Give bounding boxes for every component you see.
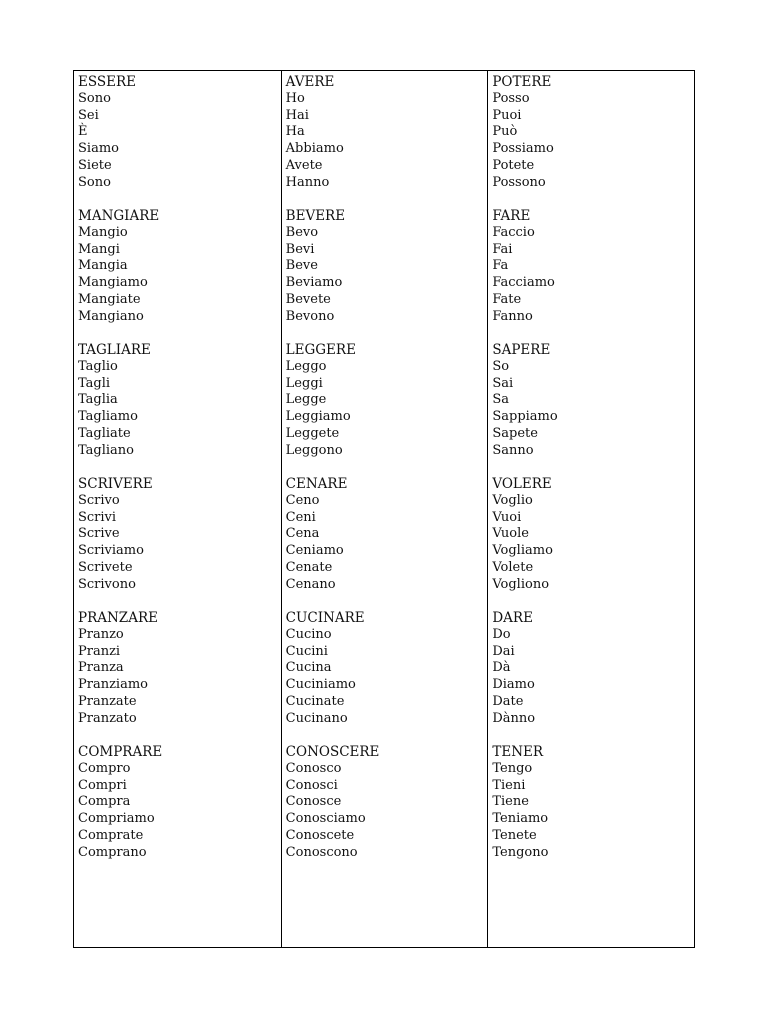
verb-form: Mangiamo	[78, 275, 148, 291]
verb-form: Puoi	[492, 107, 522, 123]
verb-form: Date	[492, 693, 524, 709]
verb-block	[492, 74, 694, 208]
verb-form: Scrivono	[78, 576, 136, 592]
verb-form: Potete	[492, 157, 535, 173]
verb-form: Leggo	[285, 358, 327, 374]
verb-form: Beve	[285, 258, 318, 274]
verb-form: Sei	[78, 107, 99, 123]
verb-form: Tagliamo	[78, 409, 138, 425]
verb-form: Tagliano	[78, 442, 134, 458]
table-column-3	[487, 71, 694, 947]
verb-form: Ceni	[285, 509, 316, 525]
verb-form: Sono	[78, 174, 111, 190]
verb-form: Conosci	[285, 777, 338, 793]
verb-form: Mangi	[78, 241, 120, 257]
verb-form: Mangiate	[78, 291, 141, 307]
verb-block	[492, 476, 694, 610]
verb-infinitive: BEVERE	[285, 208, 346, 224]
verb-form: Volete	[492, 559, 534, 575]
verb-form: Diamo	[492, 677, 535, 693]
verb-form: Scriviamo	[78, 543, 144, 559]
verb-form: Scrivi	[78, 509, 117, 525]
verb-infinitive: COMPRARE	[78, 744, 163, 760]
verb-form: Facciamo	[492, 275, 555, 291]
verb-form: Conosce	[285, 794, 342, 810]
verb-form: Cucina	[285, 660, 332, 676]
verb-form: Taglio	[78, 358, 118, 374]
verb-infinitive: CUCINARE	[285, 610, 365, 626]
verb-form: Comprano	[78, 844, 147, 860]
verb-form: Sappiamo	[492, 409, 558, 425]
verb-infinitive: SAPERE	[492, 342, 551, 358]
verb-block	[78, 74, 281, 208]
verb-form: Leggono	[285, 442, 343, 458]
verb-infinitive: SCRIVERE	[78, 476, 153, 492]
verb-form: Pranza	[78, 660, 124, 676]
verb-form: Fate	[492, 291, 522, 307]
verb-block	[78, 610, 281, 744]
verb-form: Ho	[285, 90, 305, 106]
verb-form: Pranzi	[78, 643, 121, 659]
verb-infinitive: VOLERE	[492, 476, 552, 492]
verb-form: Tiene	[492, 794, 529, 810]
verb-form: Abbiamo	[285, 141, 344, 157]
verb-form: Pranziamo	[78, 677, 148, 693]
verb-form: Fa	[492, 258, 509, 274]
verb-form: Taglia	[78, 392, 118, 408]
verb-form: Scrivo	[78, 492, 120, 508]
verb-infinitive: AVERE	[285, 74, 335, 90]
verb-block	[78, 208, 281, 342]
verb-form: So	[492, 358, 510, 374]
verb-infinitive: CONOSCERE	[285, 744, 380, 760]
verb-form: Compra	[78, 794, 131, 810]
verb-infinitive: CENARE	[285, 476, 348, 492]
verb-form: Compriamo	[78, 811, 155, 827]
table-column-2	[281, 71, 488, 947]
verb-form: Faccio	[492, 224, 535, 240]
verb-block	[492, 610, 694, 744]
verb-form: Leggiamo	[285, 409, 351, 425]
verb-block	[286, 74, 488, 208]
table-column-1	[74, 71, 281, 947]
verb-form: Cena	[285, 526, 320, 542]
verb-form: Mangiano	[78, 308, 144, 324]
verb-form: Tengono	[492, 844, 549, 860]
verb-form: Conosciamo	[285, 811, 366, 827]
verb-form: Bevo	[285, 224, 319, 240]
verb-form: Dànno	[492, 710, 536, 726]
verb-infinitive: TAGLIARE	[78, 342, 151, 358]
verb-form: Cucino	[285, 626, 332, 642]
verb-form: Dà	[492, 660, 511, 676]
verb-form: Do	[492, 626, 511, 642]
verb-form: Hanno	[285, 174, 330, 190]
verb-form: Beviamo	[285, 275, 343, 291]
verb-form: Mangio	[78, 224, 128, 240]
verb-form: Vuole	[492, 526, 529, 542]
verb-form: Compro	[78, 760, 131, 776]
verb-block	[78, 476, 281, 610]
verb-form: Pranzo	[78, 626, 124, 642]
verb-form: Avete	[285, 157, 323, 173]
verb-infinitive: PRANZARE	[78, 610, 158, 626]
verb-form: Comprate	[78, 827, 144, 843]
verb-form: Compri	[78, 777, 127, 793]
verb-form: Scrivete	[78, 559, 133, 575]
verb-block	[286, 342, 488, 476]
verb-form: Possiamo	[492, 141, 554, 157]
verb-form: Tagliate	[78, 425, 131, 441]
verb-form: Cuciniamo	[285, 677, 356, 693]
verb-form: Siamo	[78, 141, 119, 157]
conjugation-table	[73, 70, 695, 948]
verb-form: Mangia	[78, 258, 128, 274]
verb-form: Sanno	[492, 442, 534, 458]
verb-form: Cenate	[285, 559, 333, 575]
verb-form: Sapete	[492, 425, 538, 441]
verb-form: Tenete	[492, 827, 537, 843]
verb-infinitive: TENER	[492, 744, 544, 760]
verb-form: Ceno	[285, 492, 320, 508]
verb-block	[492, 342, 694, 476]
verb-form: Vuoi	[492, 509, 522, 525]
verb-block	[492, 744, 694, 878]
verb-form: Sai	[492, 375, 514, 391]
verb-form: Sono	[78, 90, 111, 106]
verb-form: Teniamo	[492, 811, 549, 827]
verb-form: Siete	[78, 157, 112, 173]
verb-form: Dai	[492, 643, 515, 659]
verb-form: Cenano	[285, 576, 336, 592]
verb-form: Leggi	[285, 375, 323, 391]
verb-form: Voglio	[492, 492, 533, 508]
verb-form: Cucinate	[285, 693, 345, 709]
verb-form: Legge	[285, 392, 327, 408]
verb-infinitive: FARE	[492, 208, 531, 224]
verb-form: Cucinano	[285, 710, 348, 726]
verb-form: Fai	[492, 241, 513, 257]
verb-form: Conoscono	[285, 844, 358, 860]
verb-form: Conosco	[285, 760, 342, 776]
verb-form: Può	[492, 124, 518, 140]
verb-form: Sa	[492, 392, 509, 408]
verb-block	[78, 744, 281, 878]
verb-form: Leggete	[285, 425, 340, 441]
verb-form: Bevi	[285, 241, 315, 257]
verb-form: Cucini	[285, 643, 328, 659]
verb-form: Scrive	[78, 526, 120, 542]
verb-form: Conoscete	[285, 827, 355, 843]
verb-form: Pranzate	[78, 693, 137, 709]
verb-form: Tieni	[492, 777, 526, 793]
verb-form: Vogliono	[492, 576, 550, 592]
verb-block	[286, 610, 488, 744]
verb-infinitive: POTERE	[492, 74, 552, 90]
verb-infinitive: LEGGERE	[285, 342, 356, 358]
verb-block	[286, 476, 488, 610]
verb-infinitive: ESSERE	[78, 74, 136, 90]
verb-form: Ha	[285, 124, 305, 140]
verb-form: Posso	[492, 90, 530, 106]
verb-form: Pranzato	[78, 710, 137, 726]
verb-infinitive: MANGIARE	[78, 208, 160, 224]
verb-infinitive: DARE	[492, 610, 533, 626]
verb-form: Bevete	[285, 291, 331, 307]
verb-form: Possono	[492, 174, 546, 190]
verb-form: Bevono	[285, 308, 335, 324]
verb-block	[78, 342, 281, 476]
verb-form: Ceniamo	[285, 543, 344, 559]
verb-form: È	[78, 124, 88, 140]
verb-form: Tengo	[492, 760, 533, 776]
verb-block	[286, 208, 488, 342]
verb-form: Tagli	[78, 375, 111, 391]
verb-form: Hai	[285, 107, 309, 123]
verb-block	[286, 744, 488, 878]
verb-block	[492, 208, 694, 342]
verb-form: Vogliamo	[492, 543, 553, 559]
verb-form: Fanno	[492, 308, 533, 324]
